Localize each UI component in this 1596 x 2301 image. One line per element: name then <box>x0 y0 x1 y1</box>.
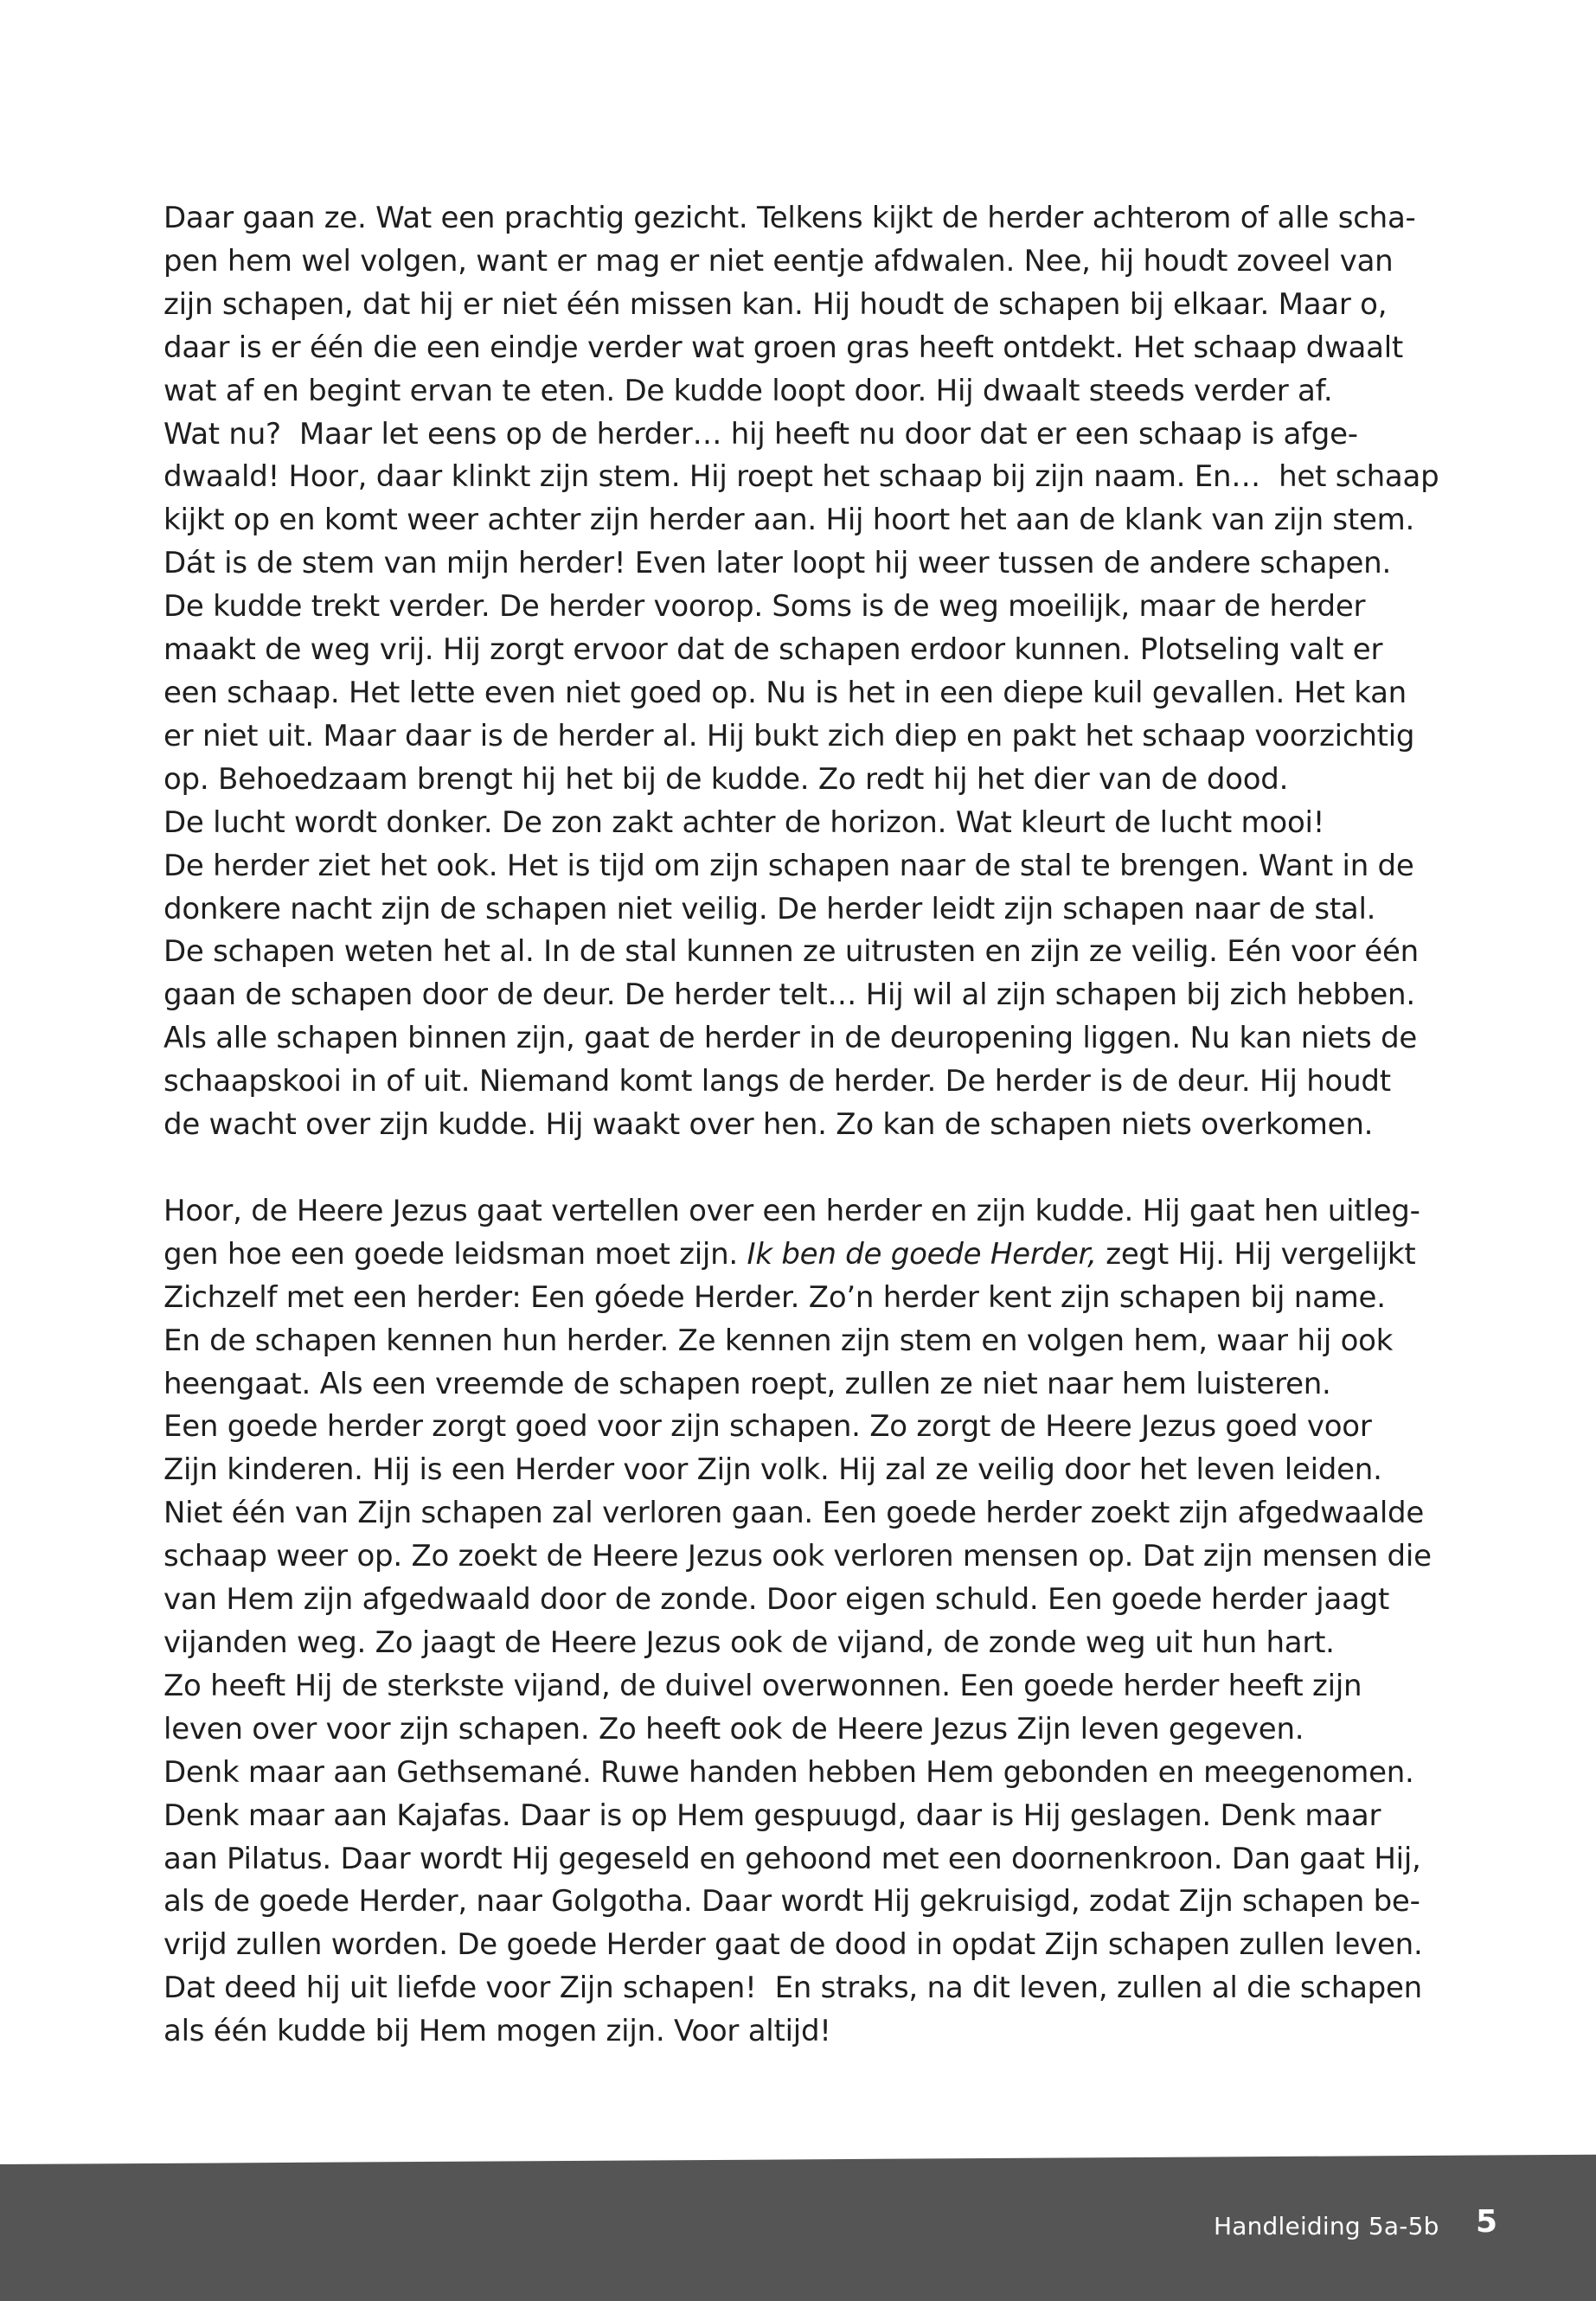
text-line: de wacht over zijn kudde. Hij waakt over hen. Zo kan de schapen niets overkomen. <box>163 1107 1374 1143</box>
text-line: maakt de weg vrij. Hij zorgt ervoor dat de schapen erdoor kunnen. Plotseling valt er <box>163 632 1383 668</box>
text-line: Dat deed hij uit liefde voor Zijn schapen! En straks, na dit leven, zullen al die schapen <box>163 1971 1422 2006</box>
text-line: donkere nacht zijn de schapen niet veilig. De herder leidt zijn schapen naar de stal. <box>163 891 1376 926</box>
text-line: van Hem zijn afgedwaald door de zonde. Door eigen schuld. Een goede herder jaagt <box>163 1582 1390 1618</box>
footer-band <box>0 2180 1596 2301</box>
text-line: zijn schapen, dat hij er niet één missen kan. Hij houdt de schapen bij elkaar. Maar o, <box>163 286 1388 322</box>
text-line: schaap weer op. Zo zoekt de Heere Jezus ook verloren mensen op. Dat zijn mensen die <box>163 1539 1432 1574</box>
text-segment: gen hoe een goede leidsman moet zijn. <box>163 1236 747 1272</box>
text-line: vrijd zullen worden. De goede Herder gaat de dood in opdat Zijn schapen zullen leven. <box>163 1927 1423 1963</box>
text-line: De schapen weten het al. In de stal kunnen ze uitrusten en zijn ze veilig. Eén voor één <box>163 934 1419 970</box>
text-line: De herder ziet het ook. Het is tijd om zijn schapen naar de stal te brengen. Want in de <box>163 848 1414 883</box>
body-text <box>163 197 1444 2054</box>
text-line: Daar gaan ze. Wat een prachtig gezicht. Telkens kijkt de herder achterom of alle scha- <box>163 201 1416 235</box>
text-line: vijanden weg. Zo jaagt de Heere Jezus ook de vijand, de zonde weg uit hun hart. <box>163 1625 1335 1660</box>
text-line: Als alle schapen binnen zijn, gaat de herder in de deuropening liggen. Nu kan niets de <box>163 1021 1418 1056</box>
text-line: leven over voor zijn schapen. Zo heeft ook de Heere Jezus Zijn leven gegeven. <box>163 1711 1304 1747</box>
text-line: als één kudde bij Hem mogen zijn. Voor altijd! <box>163 2014 831 2049</box>
scripture-quote: Ik ben de goede Herder, <box>747 1236 1097 1272</box>
text-line: een schaap. Het lette even niet goed op. Nu is het in een diepe kuil gevallen. Het kan <box>163 675 1407 710</box>
text-line: aan Pilatus. Daar wordt Hij gegeseld en gehoond met een doornenkroon. Dan gaat Hij, <box>163 1841 1421 1876</box>
text-line: De kudde trekt verder. De herder voorop. Soms is de weg moeilijk, maar de herder <box>163 589 1366 625</box>
text-line: De lucht wordt donker. De zon zakt achter de horizon. Wat kleurt de lucht mooi! <box>163 804 1325 840</box>
text-line: Een goede herder zorgt goed voor zijn schapen. Zo zorgt de Heere Jezus goed voor <box>163 1409 1372 1445</box>
text-line: gaan de schapen door de deur. De herder telt… Hij wil al zijn schapen bij zich hebben. <box>163 977 1415 1013</box>
paragraph-2 <box>163 1190 1444 2054</box>
text-line: als de goede Herder, naar Golgotha. Daar wordt Hij gekruisigd, zodat Zijn schapen be- <box>163 1884 1420 1920</box>
text-line: Denk maar aan Gethsemané. Ruwe handen hebben Hem gebonden en meegenomen. <box>163 1754 1414 1790</box>
text-segment: zegt Hij. Hij vergelijkt <box>1096 1236 1416 1272</box>
text-line: pen hem wel volgen, want er mag er niet eentje afdwalen. Nee, hij houdt zoveel van <box>163 243 1394 279</box>
text-line: daar is er één die een eindje verder wat groen gras heeft ontdekt. Het schaap dwaalt <box>163 330 1403 365</box>
text-line: En de schapen kennen hun herder. Ze kennen zijn stem en volgen hem, waar hij ook <box>163 1323 1394 1358</box>
text-line: dwaald! Hoor, daar klinkt zijn stem. Hij roept het schaap bij zijn naam. En… het schaap <box>163 459 1439 495</box>
text-line: Denk maar aan Kajafas. Daar is op Hem gespuugd, daar is Hij geslagen. Denk maar <box>163 1798 1381 1833</box>
text-line: wat af en begint ervan te eten. De kudde loopt door. Hij dwaalt steeds verder af. <box>163 373 1333 408</box>
text-line-with-quote <box>163 1234 1444 1277</box>
footer-title: Handleiding 5a-5b <box>1214 2212 1439 2240</box>
text-line: Dát is de stem van mijn herder! Even later loopt hij weer tussen de andere schapen. <box>163 546 1392 581</box>
text-line: Zichzelf met een herder: Een góede Herder. Zo’n herder kent zijn schapen bij name. <box>163 1279 1386 1315</box>
page-number: 5 <box>1476 2204 1498 2240</box>
paragraph-gap <box>163 1147 1444 1190</box>
text-line: Hoor, de Heere Jezus gaat vertellen over een herder en zijn kudde. Hij gaat hen uitleg- <box>163 1193 1420 1228</box>
text-line: kijkt op en komt weer achter zijn herder aan. Hij hoort het aan de klank van zijn stem. <box>163 503 1415 538</box>
text-line: Wat nu? Maar let eens op de herder… hij heeft nu door dat er een schaap is afge- <box>163 416 1358 452</box>
text-line: er niet uit. Maar daar is de herder al. Hij bukt zich diep en pakt het schaap voorzichtig <box>163 718 1415 753</box>
paragraph-1 <box>163 197 1444 1147</box>
text-line: op. Behoedzaam brengt hij het bij de kudde. Zo redt hij het dier van de dood. <box>163 761 1289 797</box>
text-line: schaapskooi in of uit. Niemand komt langs de herder. De herder is de deur. Hij houdt <box>163 1064 1391 1099</box>
text-line: heengaat. Als een vreemde de schapen roept, zullen ze niet naar hem luisteren. <box>163 1366 1331 1401</box>
text-line: Niet één van Zijn schapen zal verloren gaan. Een goede herder zoekt zijn afgedwaalde <box>163 1496 1425 1531</box>
text-line: Zo heeft Hij de sterkste vijand, de duivel overwonnen. Een goede herder heeft zijn <box>163 1668 1362 1703</box>
text-line: Zijn kinderen. Hij is een Herder voor Zijn volk. Hij zal ze veilig door het leven leiden. <box>163 1452 1382 1488</box>
